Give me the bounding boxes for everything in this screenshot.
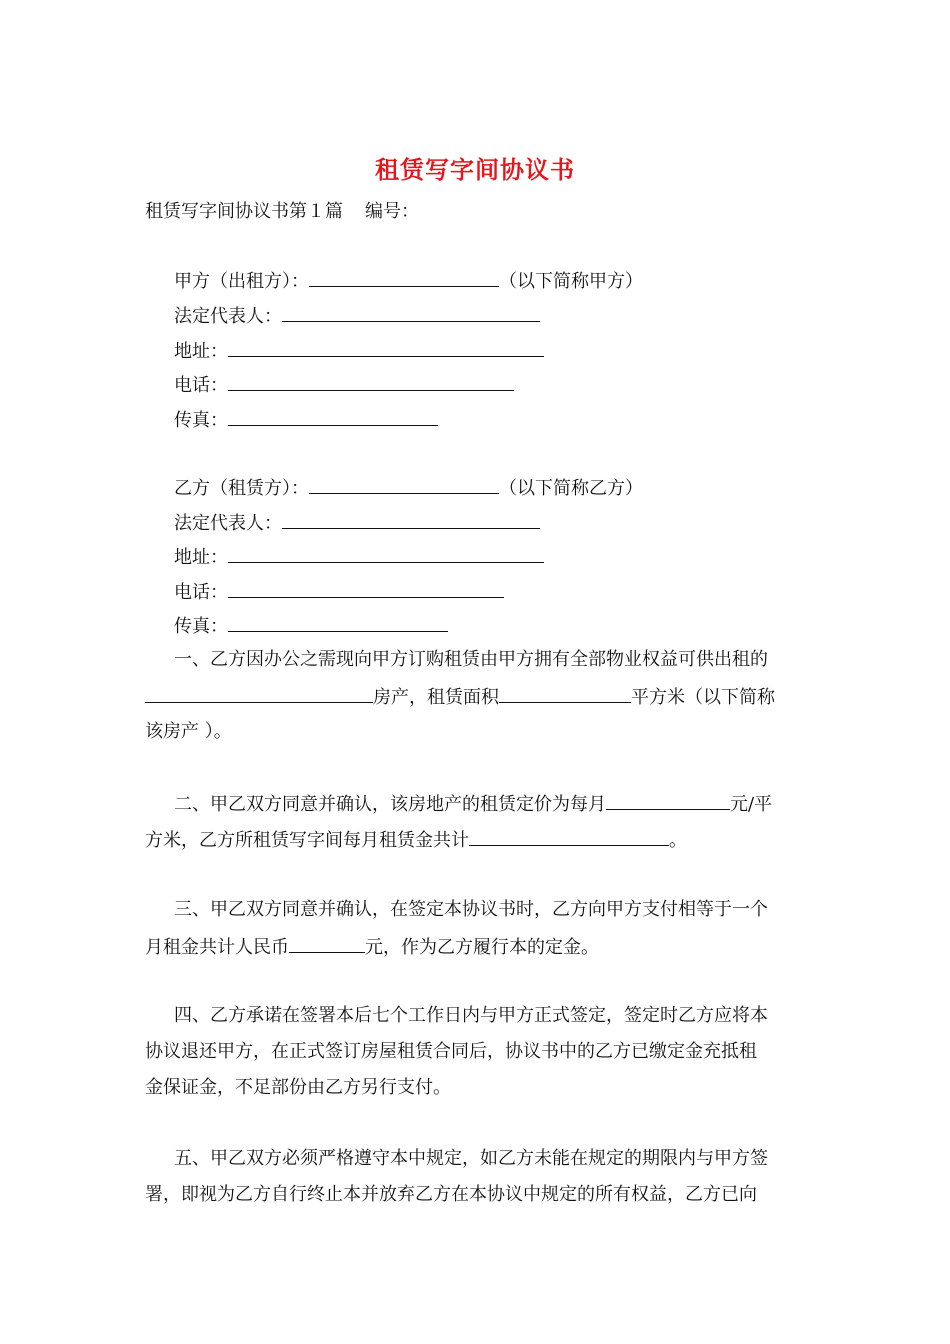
clause4-line2: 协议退还甲方，在正式签订房屋租赁合同后，协议书中的乙方已缴定金充抵租	[145, 1041, 757, 1062]
party-b-name-label: 乙方（租赁方）：	[174, 478, 309, 499]
party-a-name-blank[interactable]	[309, 268, 499, 287]
party-a-name-row	[174, 268, 643, 294]
party-b-tel-label: 电话：	[174, 582, 228, 603]
clause2-price-blank[interactable]	[606, 791, 730, 810]
clause1-area-label: 房产，租赁面积	[373, 687, 499, 708]
party-b-addr-label: 地址：	[174, 547, 228, 568]
party-b-fax-row	[174, 613, 448, 639]
subtitle-text: 租赁写字间协议书第１篇	[145, 201, 343, 222]
document-title: 租赁写字间协议书	[375, 155, 575, 184]
clause5-line2: 署，即视为乙方自行终止本并放弃乙方在本协议中规定的所有权益，乙方已向	[145, 1184, 757, 1205]
party-a-tel-label: 电话：	[174, 375, 228, 396]
party-a-fax-label: 传真：	[174, 410, 228, 431]
clause1-area-blank[interactable]	[499, 684, 631, 703]
party-a-name-label: 甲方（出租方）：	[174, 271, 309, 292]
clause2-text-c: 方米，乙方所租赁写字间每月租赁金共计	[145, 830, 469, 851]
clause2-text-b: 元/平	[730, 794, 773, 815]
party-a-rep-label: 法定代表人：	[174, 306, 282, 327]
party-a-name-suffix: （以下简称甲方）	[499, 271, 643, 292]
clause5-line1: 五、甲乙双方必须严格遵守本中规定，如乙方未能在规定的期限内与甲方签	[174, 1148, 768, 1169]
party-b-fax-blank[interactable]	[228, 613, 448, 632]
clause3-text-a: 月租金共计人民币	[145, 937, 289, 958]
clause2-text-a: 二、甲乙双方同意并确认，该房地产的租赁定价为每月	[174, 794, 606, 815]
party-b-addr-row	[174, 544, 544, 570]
clause1-unit-label: 平方米（以下简称	[631, 687, 775, 708]
party-a-tel-blank[interactable]	[228, 372, 514, 391]
party-b-fax-label: 传真：	[174, 616, 228, 637]
party-b-name-blank[interactable]	[309, 475, 499, 494]
clause1-property-blank[interactable]	[145, 684, 373, 703]
clause3-deposit-blank[interactable]	[289, 934, 365, 953]
clause1-line2	[145, 684, 775, 710]
clause1-line1: 一、乙方因办公之需现向甲方订购租赁由甲方拥有全部物业权益可供出租的	[174, 649, 768, 670]
party-b-rep-label: 法定代表人：	[174, 513, 282, 534]
clause3-line2	[145, 934, 599, 960]
clause1-line3: 该房产 ）。	[145, 721, 232, 742]
party-b-addr-blank[interactable]	[228, 544, 544, 563]
party-b-tel-blank[interactable]	[228, 579, 504, 598]
subtitle-line	[145, 200, 419, 224]
party-b-rep-blank[interactable]	[282, 510, 540, 529]
clause2-line1	[174, 791, 772, 817]
clause4-line1: 四、乙方承诺在签署本后七个工作日内与甲方正式签定，签定时乙方应将本	[174, 1005, 768, 1026]
party-b-name-row	[174, 475, 643, 501]
party-a-rep-row	[174, 303, 540, 329]
clause3-text-b: 元，作为乙方履行本的定金。	[365, 937, 599, 958]
party-a-addr-blank[interactable]	[228, 338, 544, 357]
party-a-rep-blank[interactable]	[282, 303, 540, 322]
party-a-tel-row	[174, 372, 514, 398]
party-a-fax-row	[174, 407, 438, 433]
party-b-tel-row	[174, 579, 504, 605]
party-a-addr-row	[174, 338, 544, 364]
clause2-line2	[145, 827, 687, 853]
clause3-line1: 三、甲乙双方同意并确认，在签定本协议书时，乙方向甲方支付相等于一个	[174, 899, 768, 920]
party-a-fax-blank[interactable]	[228, 407, 438, 426]
clause2-total-blank[interactable]	[469, 827, 669, 846]
party-a-addr-label: 地址：	[174, 341, 228, 362]
clause2-text-d: 。	[669, 830, 687, 851]
party-b-rep-row	[174, 510, 540, 536]
number-label: 编号：	[365, 201, 419, 222]
party-b-name-suffix: （以下简称乙方）	[499, 478, 643, 499]
clause4-line3: 金保证金，不足部份由乙方另行支付。	[145, 1077, 451, 1098]
